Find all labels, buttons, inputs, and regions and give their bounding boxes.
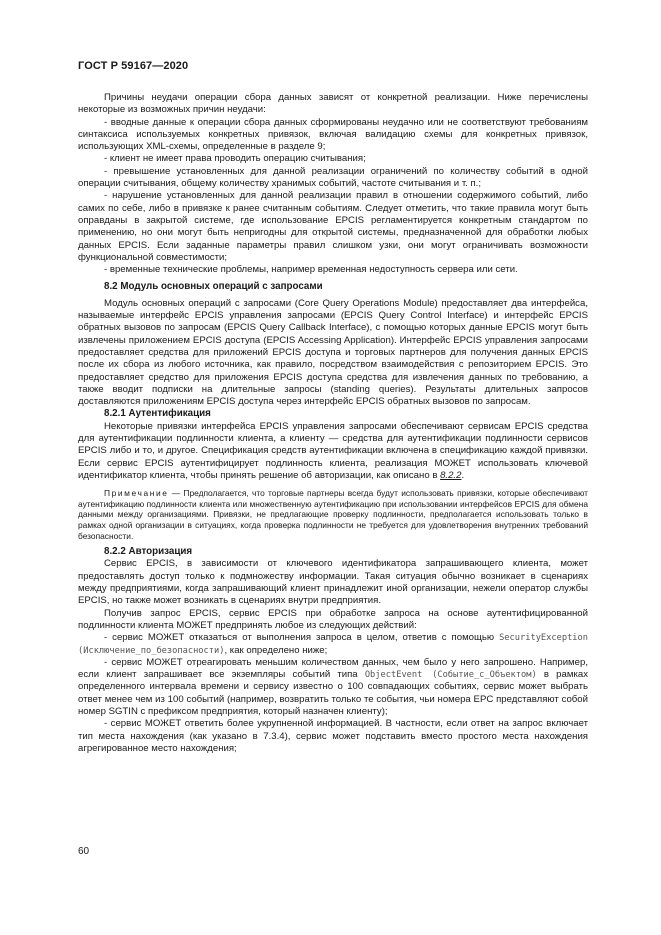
section-8-2-2-heading: 8.2.2 Авторизация bbox=[104, 546, 193, 558]
auth-text: Некоторые привязки интерфейса EPCIS управления запросами обеспечивают сервисам EPCIS средства для аутентификации подлинности клиента, а клиенту — средства для аутентификации подлинности сервисов EPCIS либо и то, и другое. Спецификация средств аутентификации включена в спецификацию каждой привязки. Если сервис EPCIS аутентифицирует подлинность клиента, реализация МОЖЕТ использовать ключевой идентификатор клиента, чтобы принять решение об авторизации, как описано в bbox=[78, 420, 588, 481]
section-8-2-2-text: Сервис EPCIS, в зависимости от ключевого идентификатора запрашивающего клиента, может предоставлять доступ только к подмножеству информации. Такая ситуация обычно возникает в сценариях между предприятиями, когда запрашивающий клиент принадлежит иной организации, нежели оператор службы EPCIS, но также может возникать в сценариях внутри предприятия. bbox=[78, 558, 588, 607]
section-reference-link[interactable]: 8.2.2 bbox=[440, 469, 462, 481]
section-8-2-1-text bbox=[78, 421, 588, 482]
note-text: — Предполагается, что торговые партнеры всегда будут использовать привязки, которые обеспечивают аутентификацию подлинности клиента или множественную аутентификацию при использовании интерфейсов EPCIS для обмена данными между организациями. Привязки, не предлагающие проверку подлинности, предполагается использовать только в рамках одной организации в ситуациях, когда проверка подлинности не требуется для удовлетворения внутренних требований безопасности. bbox=[78, 488, 588, 541]
failure-reason-item: - превышение установленных для данной реализации ограничений по количеству событий в одной операции считывания, общему количеству хранимых событий, частоте считывания и т. п.; bbox=[78, 165, 588, 190]
code-term: SecurityException (Исключение_по_безопасности) bbox=[78, 633, 588, 656]
action-text: - сервис МОЖЕТ отказаться от выполнения запроса в целом, ответив с помощью bbox=[104, 632, 500, 644]
failure-reason-item: - клиент не имеет права проводить операцию считывания; bbox=[104, 153, 366, 165]
failure-reason-item: - вводные данные к операции сбора данных сформированы неудачно или не соответствуют требованиям синтаксиса используемых конкретных привязок, включая валидацию схемы для конкретных привязок, использующих XML-схемы, определенные в разделе 9; bbox=[78, 116, 588, 153]
section-8-2-1-heading: 8.2.1 Аутентификация bbox=[104, 408, 211, 420]
action-text: - сервис МОЖЕТ отреагировать меньшим количеством данных, чем было у него запрошено. Например, если клиент запрашивает все экземпляры событий типа bbox=[78, 656, 588, 681]
document-header: ГОСТ Р 59167—2020 bbox=[78, 60, 189, 72]
failure-reason-item: - нарушение установленных для данной реализации правил в отношении содержимого событий, либо самих по себе, либо в привязке к ранее считанным событиям. Следует отметить, что такие правила могут быть оправданы в закрытой системе, где использование EPCIS регламентируется конкретным стандартом по применению, но они могут быть непригодны для открытой системы, предназначенной для обработки любых данных EPCIS. Если заданные параметры правил слишком узки, они могут ограничивать возможности функциональной совместимости; bbox=[78, 190, 588, 263]
note-paragraph bbox=[78, 488, 588, 541]
section-8-2-text: Модуль основных операций с запросами (Core Query Operations Module) предоставляет два интерфейса, называемые интерфейс EPCIS управления запросами (EPCIS Query Control Interface) и интерфейс EPCIS обратных вызовов по запросам (EPCIS Query Callback Interface), с помощью которых данные EPCIS могут быть извлечены приложением EPCIS доступа (EPCIS Accessing Application). Интерфейс EPCIS управления запросами предоставляет средства для приложений EPCIS доступа и торговых партнеров для получения данных EPCIS после их сбора из любого источника, как правило, посредством взаимодействия с репозиторием EPCIS. Это предоставляет средство для приложения EPCIS доступа средства для извлечения данных по требованию, а также вводит подписки на длительные запросы (standing queries). Результаты длительных запросов доставляются приложениям EPCIS доступа через интерфейс EPCIS обратных вызовов по запросам. bbox=[78, 297, 588, 408]
auth-text-end: . bbox=[461, 469, 465, 481]
failure-reason-item: - временные технические проблемы, например временная недоступность сервера или сети. bbox=[104, 264, 518, 276]
note-label: Примечание bbox=[104, 488, 169, 499]
code-term: ObjectEvent (Событие_с_Объектом) bbox=[364, 670, 537, 681]
page-number: 60 bbox=[78, 846, 90, 857]
authorization-action-item bbox=[78, 657, 588, 718]
section-8-2-2-text: Получив запрос EPCIS, сервис EPCIS при обработке запроса на основе аутентифицированной подлинности клиента МОЖЕТ предпринять любое из следующих действий: bbox=[78, 607, 588, 631]
page-body bbox=[78, 92, 588, 755]
authorization-action-item: - сервис МОЖЕТ ответить более укрупненной информацией. В частности, если ответ на запрос включает тип места нахождения (как указано в 7.3.4), сервис может подставить вместо простого места нахождения агрегированное место нахождения; bbox=[78, 718, 588, 754]
intro-paragraph: Причины неудачи операции сбора данных зависят от конкретной реализации. Ниже перечислены некоторые из возможных причин неудачи: bbox=[78, 92, 588, 116]
action-text-end: в рамках определенного интервала времени и сервису известно о 100 совпадающих событиях, сервис может выбрать ответ менее чем из 100 событий (например, возвратить только те события, чьи номера EPC представляют собой номер SGTIN с префиксом предприятия, который назначен клиенту); bbox=[78, 669, 588, 718]
action-text-end: , как определено ниже; bbox=[224, 644, 328, 656]
section-8-2-heading: 8.2 Модуль основных операций с запросами bbox=[104, 281, 323, 293]
authorization-action-item bbox=[78, 632, 588, 657]
